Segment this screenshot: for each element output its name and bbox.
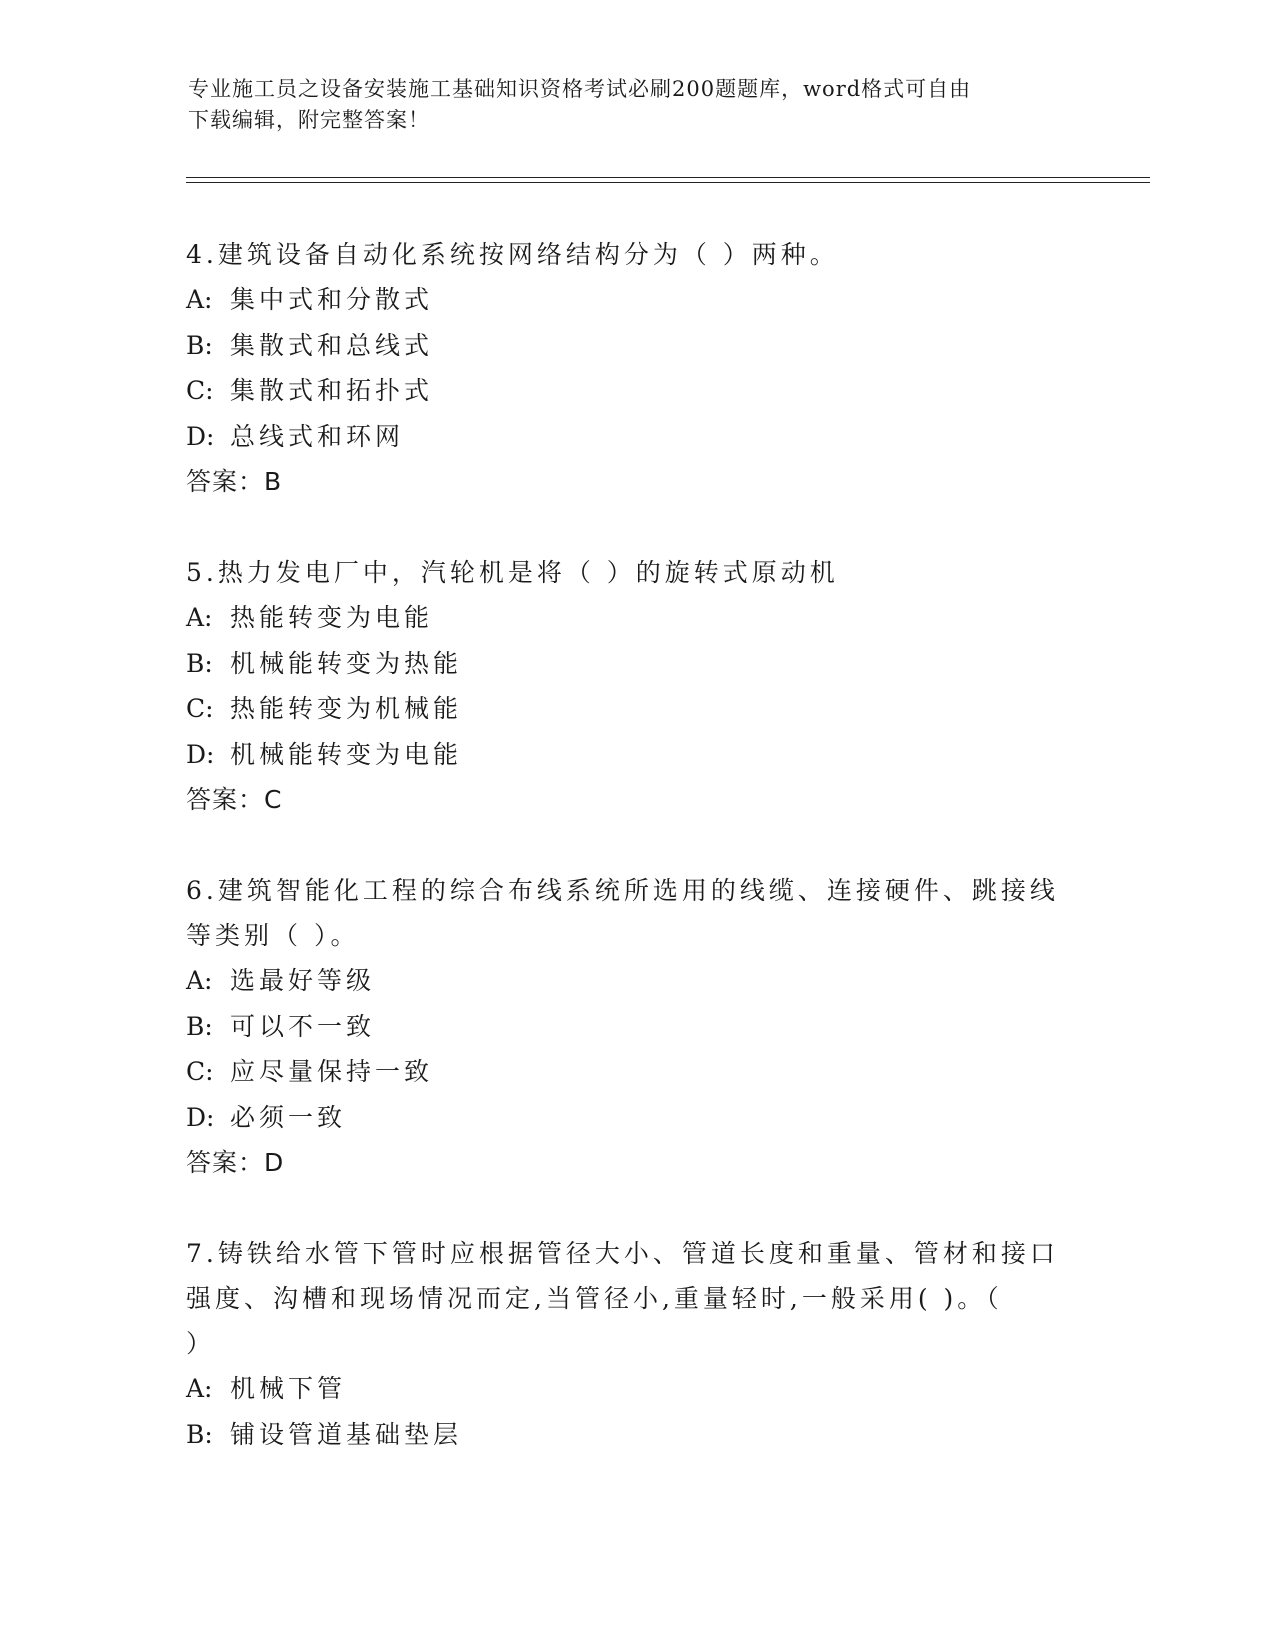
option-key: C: xyxy=(186,1057,214,1086)
option-key: C: xyxy=(186,376,214,405)
option-text: 应尽量保持一致 xyxy=(230,1057,434,1086)
option-key: A: xyxy=(186,285,213,314)
question-stem-line-3: ） xyxy=(186,1329,216,1358)
question-stem-line-1: 7.铸铁给水管下管时应根据管径大小、管道长度和重量、管材和接口 xyxy=(186,1239,1059,1268)
question-stem: 4.建筑设备自动化系统按网络结构分为（ ）两种。 xyxy=(186,240,839,269)
option-d xyxy=(186,414,1066,460)
question-stem-line-1: 6.建筑智能化工程的综合布线系统所选用的线缆、连接硬件、跳接线 xyxy=(186,876,1059,905)
option-text: 机械下管 xyxy=(230,1374,347,1403)
option-key: B: xyxy=(186,330,213,360)
option-c xyxy=(186,1049,1066,1095)
option-key: D: xyxy=(186,421,215,451)
option-key: B: xyxy=(186,1011,213,1041)
question-stem: 5.热力发电厂中，汽轮机是将（ ）的旋转式原动机 xyxy=(186,558,839,587)
document-header xyxy=(188,74,1068,136)
option-key: A: xyxy=(186,1374,213,1403)
option-text: 热能转变为电能 xyxy=(230,603,434,632)
option-a xyxy=(186,958,1066,1004)
option-text: 必须一致 xyxy=(230,1102,347,1132)
option-c xyxy=(186,686,1066,732)
header-divider-bottom xyxy=(186,182,1150,183)
option-text: 选最好等级 xyxy=(230,966,376,995)
option-text: 集散式和总线式 xyxy=(230,330,434,360)
answer: 答案：B xyxy=(186,467,283,496)
option-text: 铺设管道基础垫层 xyxy=(230,1419,463,1449)
option-text: 可以不一致 xyxy=(230,1011,376,1041)
option-key: A: xyxy=(186,966,213,995)
option-key: D: xyxy=(186,1102,215,1132)
option-key: D: xyxy=(186,739,215,769)
option-text: 集散式和拓扑式 xyxy=(230,376,434,405)
option-b xyxy=(186,641,1066,687)
header-divider-top xyxy=(186,177,1150,178)
option-text: 机械能转变为热能 xyxy=(230,648,463,678)
question-6 xyxy=(186,868,1066,1185)
question-7 xyxy=(186,1231,1066,1457)
option-text: 集中式和分散式 xyxy=(230,285,434,314)
option-b xyxy=(186,1004,1066,1050)
option-text: 总线式和环网 xyxy=(230,421,405,451)
header-line-1: 专业施工员之设备安装施工基础知识资格考试必刷200题题库，word格式可自由 xyxy=(188,77,972,101)
question-stem-line-2: 等类别（ ）。 xyxy=(186,921,360,950)
question-4 xyxy=(186,232,1066,504)
option-c xyxy=(186,368,1066,414)
option-key: B: xyxy=(186,1419,213,1449)
option-key: A: xyxy=(186,603,213,632)
answer: 答案：C xyxy=(186,785,283,814)
option-b xyxy=(186,323,1066,369)
answer: 答案：D xyxy=(186,1148,285,1177)
option-b xyxy=(186,1412,1066,1458)
option-a xyxy=(186,1366,1066,1412)
option-a xyxy=(186,595,1066,641)
header-line-2: 下载编辑，附完整答案！ xyxy=(188,108,430,132)
option-text: 热能转变为机械能 xyxy=(230,694,463,723)
option-key: B: xyxy=(186,648,213,678)
option-key: C: xyxy=(186,694,214,723)
option-d xyxy=(186,732,1066,778)
question-5 xyxy=(186,550,1066,822)
option-d xyxy=(186,1095,1066,1141)
question-stem-line-2: 强度、沟槽和现场情况而定,当管径小,重量轻时,一般采用( )。（ xyxy=(186,1284,1003,1313)
option-a xyxy=(186,277,1066,323)
option-text: 机械能转变为电能 xyxy=(230,739,463,769)
